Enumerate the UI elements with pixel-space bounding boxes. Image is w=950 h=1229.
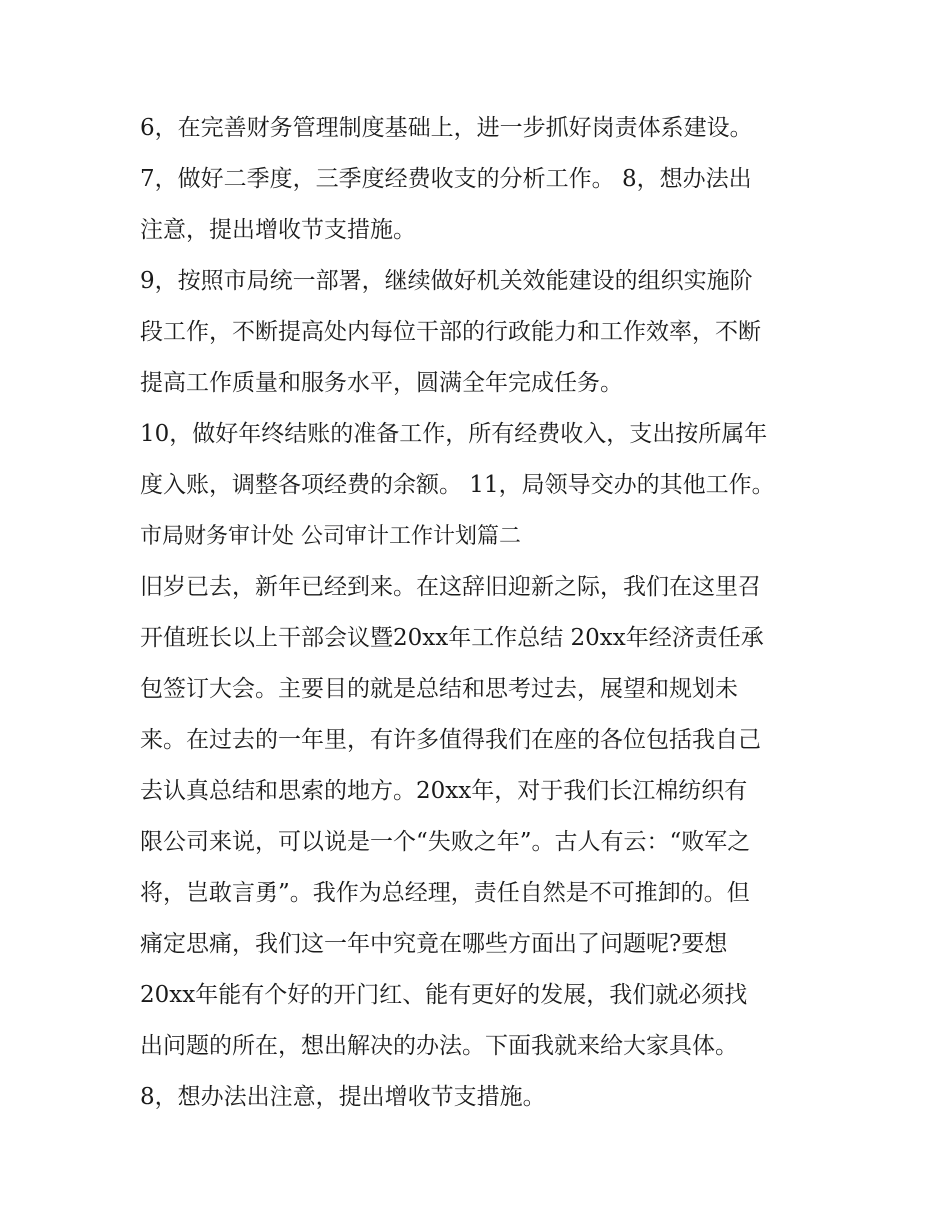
text-line-19: 出问题的所在，想出解决的办法。下面我就来给大家具体。 <box>140 1033 738 1059</box>
text-line-18: 20xx年能有个好的开门红、能有更好的发展，我们就必须找 <box>140 982 748 1008</box>
document-body <box>140 103 830 1123</box>
text-line-12: 包签订大会。主要目的就是总结和思考过去，展望和规划未 <box>140 676 738 702</box>
text-line-8: 度入账，调整各项经费的余额。 11，局领导交办的其他工作。 <box>140 472 775 498</box>
text-line-20: 8，想办法出注意，提出增收节支措施。 <box>140 1084 546 1110</box>
text-line-14: 去认真总结和思索的地方。20xx年，对于我们长江棉纺织有 <box>140 778 748 804</box>
text-line-16: 将，岂敢言勇”。我作为总经理，责任自然是不可推卸的。但 <box>140 880 750 906</box>
text-line-3: 注意，提出增收节支措施。 <box>140 217 416 243</box>
text-line-15: 限公司来说，可以说是一个“失败之年”。古人有云：“败军之 <box>140 829 751 855</box>
text-line-1: 6，在完善财务管理制度基础上，进一步抓好岗责体系建设。 <box>140 115 753 141</box>
text-line-6: 提高工作质量和服务水平，圆满全年完成任务。 <box>140 370 623 396</box>
text-line-10: 旧岁已去，新年已经到来。在这辞旧迎新之际，我们在这里召 <box>140 574 761 600</box>
text-line-13: 来。在过去的一年里，有许多值得我们在座的各位包括我自己 <box>140 727 761 753</box>
text-line-7: 10，做好年终结账的准备工作，所有经费收入，支出按所属年 <box>140 421 768 447</box>
section-heading: 市局财务审计处 公司审计工作计划篇二 <box>140 524 521 549</box>
text-line-11: 开值班长以上干部会议暨20xx年工作总结 20xx年经济责任承 <box>140 625 764 651</box>
text-line-2: 7，做好二季度，三季度经费收支的分析工作。 8，想办法出 <box>140 166 752 192</box>
text-line-17: 痛定思痛，我们这一年中究竟在哪些方面出了问题呢?要想 <box>140 931 728 957</box>
text-line-5: 段工作，不断提高处内每位干部的行政能力和工作效率，不断 <box>140 319 761 345</box>
text-line-4: 9，按照市局统一部署，继续做好机关效能建设的组织实施阶 <box>140 268 753 294</box>
